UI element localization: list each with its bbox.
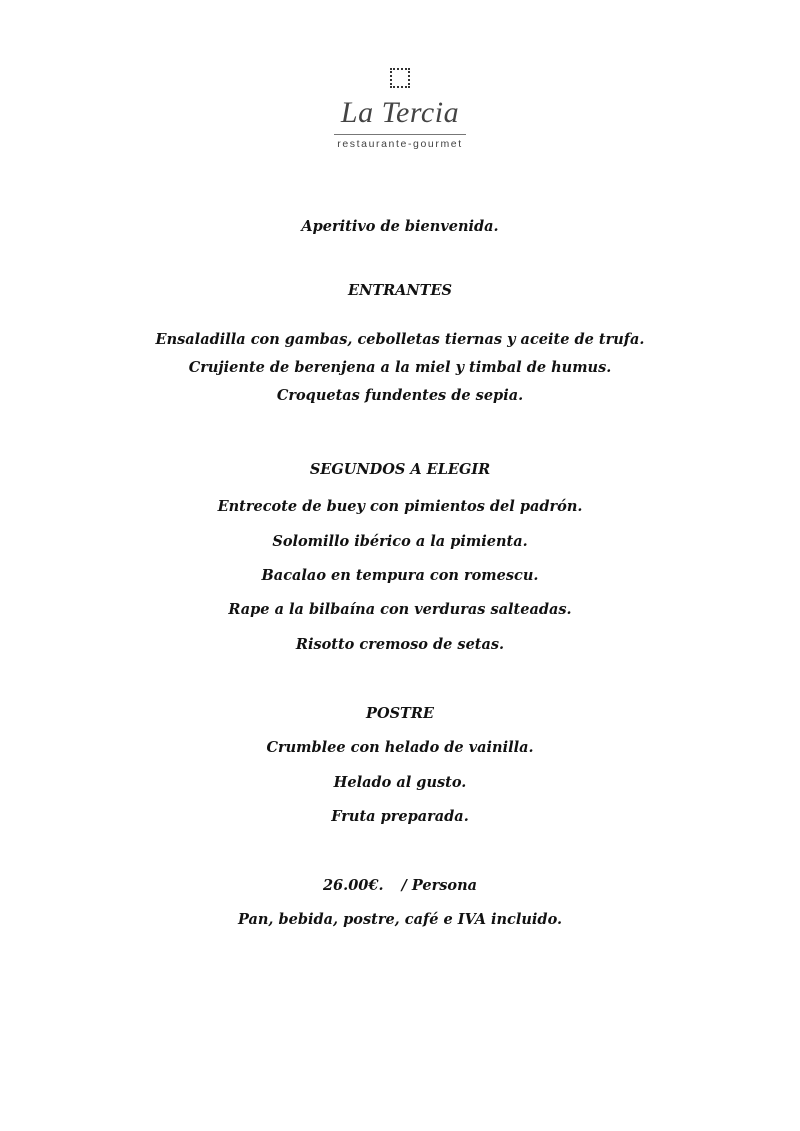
welcome-aperitif: Aperitivo de bienvenida. — [301, 218, 499, 235]
starter-item: Crujiente de berenjena a la miel y timbal de humus. — [188, 359, 612, 376]
main-item: Risotto cremoso de setas. — [295, 636, 505, 653]
restaurant-subtitle: restaurante-gourmet — [337, 138, 463, 150]
dessert-item: Crumblee con helado de vainilla. — [266, 739, 534, 756]
starter-item: Croquetas fundentes de sepia. — [276, 387, 524, 404]
dotted-square-icon — [390, 68, 410, 88]
price-includes-note: Pan, bebida, postre, café e IVA incluido. — [237, 911, 563, 928]
main-item: Solomillo ibérico a la pimienta. — [272, 533, 528, 550]
price-line — [0, 877, 800, 895]
dessert-item: Fruta preparada. — [331, 808, 469, 825]
main-item: Rape a la bilbaína con verduras salteadas. — [228, 601, 572, 618]
price-unit: / Persona — [401, 877, 478, 894]
restaurant-name: La Tercia — [340, 96, 460, 129]
main-item: Bacalao en tempura con romescu. — [261, 567, 539, 584]
starter-item: Ensaladilla con gambas, cebolletas tiernas y aceite de trufa. — [155, 331, 645, 348]
restaurant-logo — [0, 68, 800, 150]
main-item: Entrecote de buey con pimientos del padrón. — [217, 498, 583, 515]
desserts-heading: POSTRE — [366, 705, 434, 722]
starters-heading: ENTRANTES — [348, 282, 452, 299]
dessert-item: Helado al gusto. — [333, 774, 467, 791]
logo-divider — [334, 134, 466, 135]
mains-heading: SEGUNDOS A ELEGIR — [309, 461, 491, 478]
price-amount: 26.00€. — [322, 877, 384, 894]
